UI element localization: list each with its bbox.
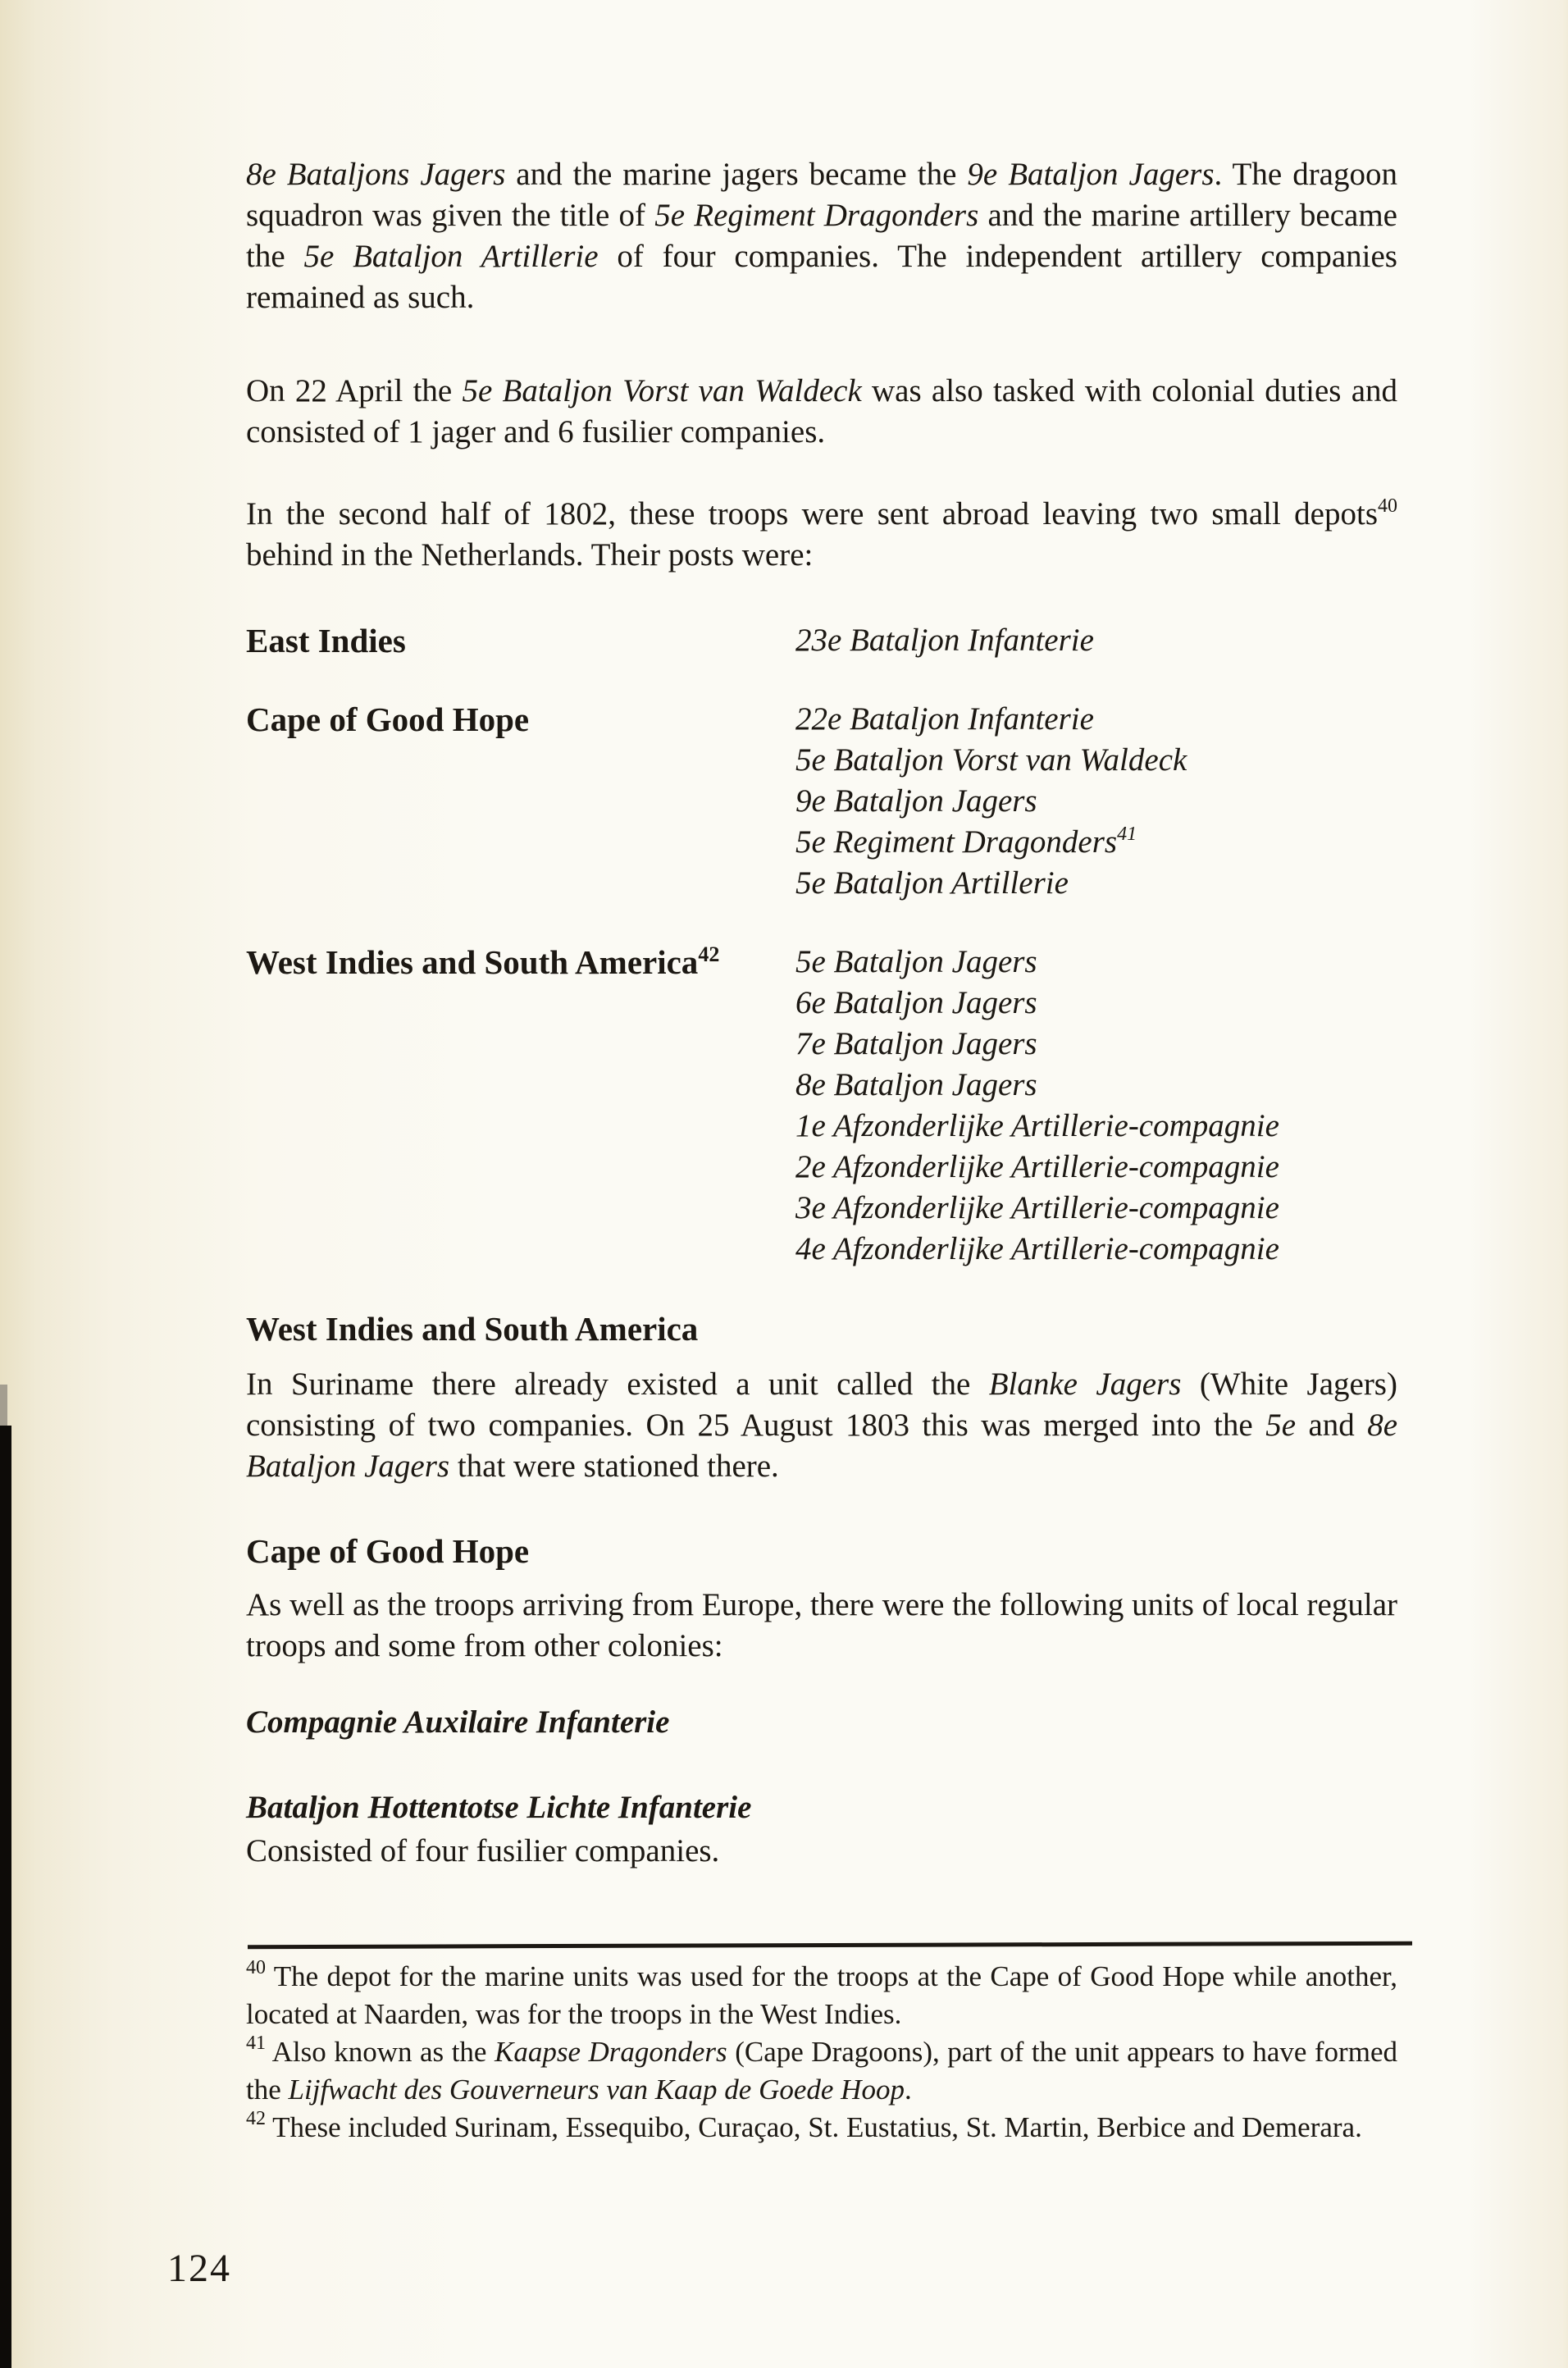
page-edge-shadow — [0, 1385, 7, 1427]
section-paragraph-cape — [246, 1585, 1397, 1667]
unit-item: 5e Bataljon Artillerie — [795, 865, 1069, 901]
unit-name-italic: 5e Bataljon Artillerie — [303, 239, 599, 274]
intro-paragraph-1 — [246, 154, 1397, 318]
unit-name: 5e Regiment Dragonders — [795, 824, 1118, 860]
body-text: and — [1296, 1408, 1368, 1443]
unit-list — [795, 699, 1187, 904]
body-text: As well as the troops arriving from Europe, there were the following units of local regular troops and some from other colonies: — [246, 1587, 1397, 1663]
intro-paragraph-2 — [246, 371, 1397, 453]
footnote-text-italic: Kaapse Dragonders — [494, 2036, 727, 2068]
location-text: West Indies and South America — [246, 943, 699, 981]
intro-paragraph-3 — [246, 494, 1397, 576]
footnote-text: These included Surinam, Essequibo, Curaçao, St. Eustatius, St. Martin, Berbice and Demerara. — [266, 2111, 1362, 2143]
unit-list — [795, 942, 1279, 1270]
footnote-42 — [246, 2109, 1397, 2147]
footnotes-block — [246, 1958, 1397, 2147]
page-number: 124 — [167, 2247, 231, 2290]
unit-name-italic: 9e Bataljon Jagers — [967, 157, 1215, 192]
footnote-reference-40: 40 — [1378, 495, 1397, 517]
unit-item: 5e Bataljon Vorst van Waldeck — [795, 742, 1187, 778]
footnote-reference-41: 41 — [1117, 824, 1137, 845]
section-paragraph-west-indies — [246, 1364, 1397, 1487]
unit-name-italic: 5e — [1265, 1408, 1296, 1443]
footnote-marker: 40 — [246, 1957, 266, 1978]
body-text: of four companies. The independent artillery companies remained as such. — [246, 239, 1397, 315]
body-text: was also tasked with colonial duties and consisted of 1 jager and 6 fusilier companies. — [246, 373, 1398, 449]
section-heading-west-indies: West Indies and South America — [246, 1310, 699, 1348]
unit-item: 8e Bataljon Jagers — [795, 1067, 1037, 1102]
unit-item: 4e Afzonderlijke Artillerie-compagnie — [795, 1231, 1279, 1266]
footnote-reference-42: 42 — [698, 942, 720, 966]
unit-item: 6e Bataljon Jagers — [795, 985, 1037, 1020]
body-text: (White Jagers) consisting of two companies. On 25 August 1803 this was merged into the — [246, 1367, 1397, 1443]
body-text: and the marine jagers became the — [505, 157, 968, 192]
unit-item: 5e Bataljon Jagers — [795, 944, 1037, 979]
paragraph-text — [246, 1364, 1397, 1487]
local-unit-title-compagnie-auxilaire: Compagnie Auxilaire Infanterie — [246, 1704, 670, 1740]
paragraph-text — [246, 371, 1397, 453]
body-text: In the second half of 1802, these troops were sent abroad leaving two small depots — [246, 496, 1378, 532]
unit-list — [795, 620, 1094, 661]
unit-name-italic: 5e Bataljon Vorst van Waldeck — [462, 373, 862, 408]
unit-name-italic: 5e Regiment Dragonders — [654, 198, 979, 233]
unit-item: 22e Bataljon Infanterie — [795, 701, 1094, 737]
unit-item: 1e Afzonderlijke Artillerie-compagnie — [795, 1108, 1279, 1143]
body-text: On 22 April the — [246, 373, 463, 408]
body-text: and the marine artillery became the — [246, 198, 1397, 274]
footnote-40 — [246, 1958, 1397, 2033]
unit-item: 3e Afzonderlijke Artillerie-compagnie — [795, 1190, 1279, 1225]
unit-name-italic: 8e Bataljons Jagers — [246, 157, 506, 192]
unit-item: 7e Bataljon Jagers — [795, 1026, 1037, 1061]
footnote-marker: 41 — [246, 2033, 266, 2054]
footnote-text: Also known as the — [266, 2036, 495, 2068]
paragraph-text — [246, 154, 1397, 318]
footnote-text: The depot for the marine units was used for the troops at the Cape of Good Hope while another, located at Naarden, was for the troops in the West Indies. — [246, 1960, 1397, 2030]
location-label — [246, 942, 719, 983]
unit-name-italic: 8e Bataljon Jagers — [246, 1408, 1398, 1484]
unit-item — [795, 822, 1187, 863]
footnote-text-italic: Lijfwacht des Gouverneurs van Kaap de Goede Hoop — [288, 2074, 905, 2106]
unit-item: 23e Bataljon Infanterie — [795, 623, 1094, 658]
body-text: that were stationed there. — [449, 1449, 779, 1484]
body-text: behind in the Netherlands. Their posts were: — [246, 537, 814, 573]
footnote-41 — [246, 2033, 1397, 2109]
footnote-text: . — [904, 2074, 912, 2106]
unit-name-italic: Blanke Jagers — [988, 1367, 1182, 1402]
paragraph-text — [246, 1585, 1397, 1667]
footnote-rule — [248, 1941, 1412, 1949]
location-label: East Indies — [246, 622, 406, 659]
paragraph-text — [246, 494, 1397, 576]
local-unit-description: Consisted of four fusilier companies. — [246, 1833, 720, 1868]
local-unit-title-bataljon-hottentotse: Bataljon Hottentotse Lichte Infanterie — [246, 1790, 752, 1825]
section-heading-cape: Cape of Good Hope — [246, 1532, 530, 1570]
body-text: . The dragoon squadron was given the title of — [246, 157, 1397, 233]
body-text: In Suriname there already existed a unit called the — [246, 1367, 989, 1402]
book-spine-edge — [0, 1426, 11, 2368]
unit-item: 2e Afzonderlijke Artillerie-compagnie — [795, 1149, 1279, 1184]
footnote-marker: 42 — [246, 2108, 266, 2129]
unit-item: 9e Bataljon Jagers — [795, 783, 1037, 819]
location-label: Cape of Good Hope — [246, 700, 530, 738]
footnote-text: (Cape Dragoons), part of the unit appears to have formed the — [246, 2036, 1397, 2106]
